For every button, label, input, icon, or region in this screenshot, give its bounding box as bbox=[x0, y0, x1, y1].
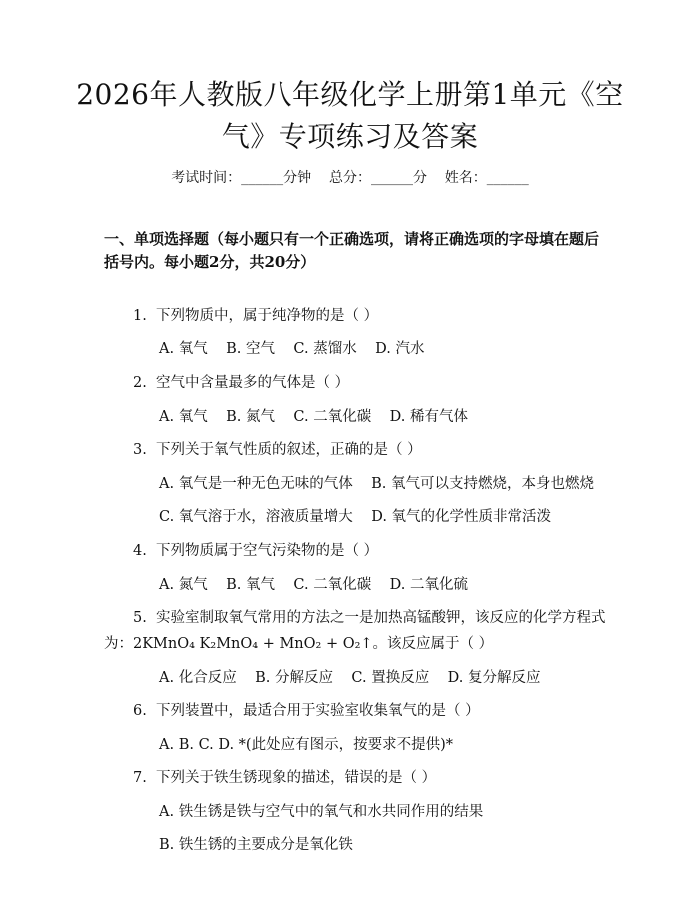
question-7-option-b: B. 铁生锈的主要成分是氧化铁 bbox=[159, 837, 353, 853]
question-6: 6. 下列装置中，最适合用于实验室收集氧气的是（ ） bbox=[133, 703, 480, 719]
question-2: 2. 空气中含量最多的气体是（ ） bbox=[133, 375, 350, 391]
question-1-options: A. 氧气 B. 空气 C. 蒸馏水 D. 汽水 bbox=[159, 341, 425, 357]
question-3-options-cd: C. 氧气溶于水，溶液质量增大 D. 氧气的化学性质非常活泼 bbox=[159, 509, 552, 525]
title-line-2: 气》专项练习及答案 bbox=[221, 120, 479, 153]
document-title bbox=[60, 74, 640, 158]
question-7-option-a: A. 铁生锈是铁与空气中的氧气和水共同作用的结果 bbox=[159, 804, 484, 820]
question-5-options: A. 化合反应 B. 分解反应 C. 置换反应 D. 复分解反应 bbox=[159, 670, 541, 686]
section-heading: 一、单项选择题（每小题只有一个正确选项，请将正确选项的字母填在题后括号内。每小题2分，共20分） bbox=[104, 230, 600, 271]
question-5: 5. 实验室制取氧气常用的方法之一是加热高锰酸钾，该反应的化学方程式 bbox=[133, 610, 606, 626]
question-5-continuation: 为：2KMnO₄ K₂MnO₄ + MnO₂ + O₂↑。该反应属于（ ） bbox=[104, 636, 494, 652]
question-3-options-ab: A. 氧气是一种无色无味的气体 B. 氧气可以支持燃烧，本身也燃烧 bbox=[159, 476, 594, 492]
exam-info-line: 考试时间：______分钟 总分：______分 姓名：______ bbox=[171, 170, 529, 186]
question-4: 4. 下列物质属于空气污染物的是（ ） bbox=[133, 543, 379, 559]
title-line-1: 2026年人教版八年级化学上册第1单元《空 bbox=[76, 78, 624, 111]
question-6-options: A. B. C. D. *(此处应有图示，按要求不提供)* bbox=[159, 737, 453, 753]
question-4-options: A. 氮气 B. 氧气 C. 二氧化碳 D. 二氧化硫 bbox=[159, 577, 468, 593]
question-1: 1. 下列物质中，属于纯净物的是（ ） bbox=[133, 308, 379, 324]
question-2-options: A. 氧气 B. 氮气 C. 二氧化碳 D. 稀有气体 bbox=[159, 409, 468, 425]
question-3: 3. 下列关于氧气性质的叙述，正确的是（ ） bbox=[133, 442, 422, 458]
question-7: 7. 下列关于铁生锈现象的描述，错误的是（ ） bbox=[133, 770, 437, 786]
